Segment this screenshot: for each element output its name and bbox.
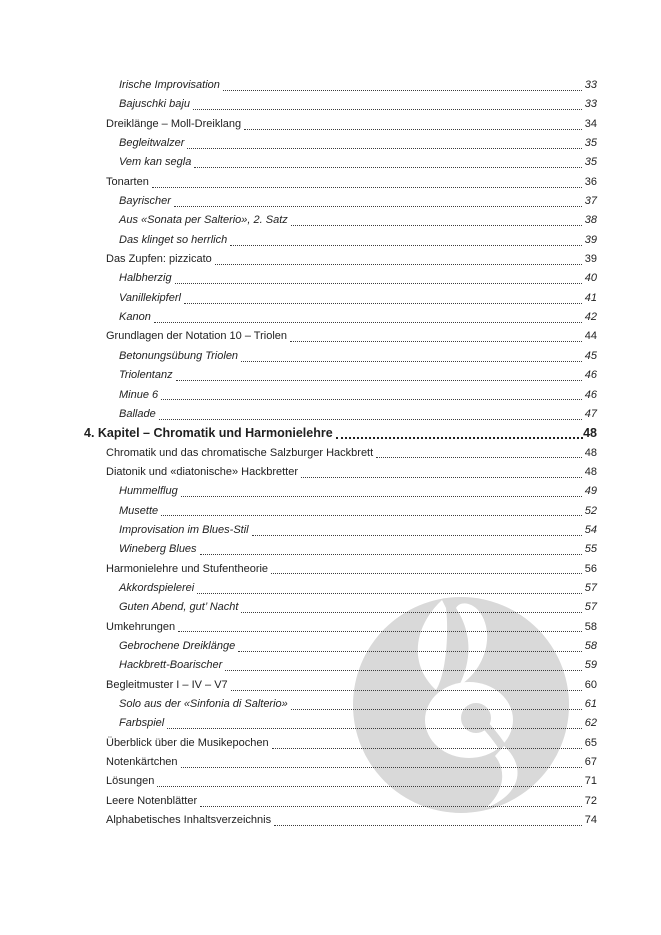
toc-entry[interactable] xyxy=(84,444,597,463)
dot-leader xyxy=(271,573,582,574)
dot-leader xyxy=(184,303,582,304)
toc-entry-page-number: 44 xyxy=(584,330,597,343)
toc-entry[interactable] xyxy=(84,269,597,288)
dot-leader xyxy=(159,419,582,420)
dot-leader xyxy=(241,612,581,613)
toc-entry-page-number: 33 xyxy=(584,98,597,111)
toc-entry-title: Betonungsübung Triolen xyxy=(119,349,239,362)
dot-leader xyxy=(197,593,582,594)
toc-entry-page-number: 56 xyxy=(584,562,597,575)
dot-leader xyxy=(244,129,582,130)
toc-entry-title: Minue 6 xyxy=(119,388,159,401)
toc-entry-title: Harmonielehre und Stufentheorie xyxy=(106,562,269,575)
dot-leader xyxy=(174,206,582,207)
toc-entry-page-number: 37 xyxy=(584,195,597,208)
toc-entry-title: Vanillekipferl xyxy=(119,291,181,304)
toc-entry[interactable] xyxy=(84,211,597,230)
dot-leader xyxy=(291,225,582,226)
dot-leader xyxy=(154,322,582,323)
toc-entry-title: Begleitmuster I – IV – V7 xyxy=(106,678,228,691)
dot-leader xyxy=(161,399,582,400)
toc-entry-page-number: 62 xyxy=(584,717,597,730)
toc-entry-page-number: 46 xyxy=(584,369,597,382)
toc-entry-title: Wineberg Blues xyxy=(119,543,197,556)
toc-entry[interactable] xyxy=(84,115,597,134)
toc-entry[interactable] xyxy=(84,327,597,346)
toc-entry[interactable] xyxy=(84,405,597,424)
toc-entry[interactable] xyxy=(84,308,597,327)
toc-entry[interactable] xyxy=(84,76,597,95)
toc-entry-title: Vem kan segla xyxy=(119,156,192,169)
toc-entry-page-number: 65 xyxy=(584,736,597,749)
dot-leader xyxy=(167,728,582,729)
toc-entry-page-number: 55 xyxy=(584,543,597,556)
toc-entry[interactable] xyxy=(84,366,597,385)
toc-entry[interactable] xyxy=(84,289,597,308)
toc-entry[interactable] xyxy=(84,540,597,559)
dot-leader xyxy=(225,670,581,671)
toc-entry[interactable] xyxy=(84,560,597,579)
dot-leader xyxy=(193,109,582,110)
toc-entry[interactable] xyxy=(84,386,597,405)
toc-entry-title: Das Zupfen: pizzicato xyxy=(106,253,212,266)
toc-entry-page-number: 54 xyxy=(584,523,597,536)
toc-list xyxy=(84,76,597,830)
toc-entry-title: Triolentanz xyxy=(119,369,173,382)
dot-leader xyxy=(231,690,582,691)
toc-entry[interactable] xyxy=(84,772,597,791)
toc-entry-title: Ballade xyxy=(119,407,156,420)
toc-entry[interactable] xyxy=(84,714,597,733)
dot-leader xyxy=(181,496,582,497)
toc-entry-page-number: 52 xyxy=(584,504,597,517)
dot-leader xyxy=(187,148,581,149)
toc-entry-page-number: 71 xyxy=(584,775,597,788)
dot-leader xyxy=(336,437,583,439)
toc-entry-page-number: 59 xyxy=(584,659,597,672)
toc-entry-title: Begleitwalzer xyxy=(119,137,185,150)
toc-entry-page-number: 40 xyxy=(584,272,597,285)
toc-entry[interactable] xyxy=(84,598,597,617)
dot-leader xyxy=(157,786,581,787)
toc-entry[interactable] xyxy=(84,637,597,656)
toc-entry[interactable] xyxy=(84,250,597,269)
toc-entry-title: Bajuschki baju xyxy=(119,98,190,111)
dot-leader xyxy=(161,515,582,516)
dot-leader xyxy=(291,709,582,710)
toc-entry-page-number: 57 xyxy=(584,581,597,594)
toc-entry-page-number: 60 xyxy=(584,678,597,691)
toc-entry-title: Hummelflug xyxy=(119,485,178,498)
toc-entry-page-number: 58 xyxy=(584,620,597,633)
toc-entry-title: Akkordspielerei xyxy=(119,581,195,594)
toc-entry-page-number: 33 xyxy=(584,79,597,91)
dot-leader xyxy=(241,361,582,362)
toc-entry[interactable] xyxy=(84,173,597,192)
toc-entry-title: Das klinget so herrlich xyxy=(119,233,228,246)
toc-entry-page-number: 45 xyxy=(584,349,597,362)
toc-entry[interactable] xyxy=(84,792,597,811)
dot-leader xyxy=(175,283,582,284)
dot-leader xyxy=(215,264,582,265)
toc-entry-title: Farbspiel xyxy=(119,717,165,730)
toc-entry[interactable] xyxy=(84,424,597,443)
toc-entry[interactable] xyxy=(84,521,597,540)
toc-entry[interactable] xyxy=(84,231,597,250)
toc-entry-page-number: 39 xyxy=(584,233,597,246)
dot-leader xyxy=(272,748,582,749)
toc-entry[interactable] xyxy=(84,676,597,695)
toc-entry-page-number: 47 xyxy=(584,407,597,420)
toc-entry-title: Halbherzig xyxy=(119,272,172,285)
dot-leader xyxy=(301,477,582,478)
toc-entry-page-number: 74 xyxy=(584,814,597,827)
toc-entry-title: Improvisation im Blues-Stil xyxy=(119,523,249,536)
toc-entry-title: Musette xyxy=(119,504,159,517)
toc-entry[interactable] xyxy=(84,153,597,172)
toc-entry-page-number: 72 xyxy=(584,794,597,807)
toc-entry[interactable] xyxy=(84,734,597,753)
toc-entry-page-number: 36 xyxy=(584,175,597,188)
toc-entry-page-number: 35 xyxy=(584,137,597,150)
toc-entry-page-number: 48 xyxy=(584,446,597,459)
dot-leader xyxy=(252,535,582,536)
toc-entry-page-number: 49 xyxy=(584,485,597,498)
toc-entry-title: Lösungen xyxy=(106,775,155,788)
toc-entry-page-number: 34 xyxy=(584,117,597,130)
toc-entry[interactable] xyxy=(84,134,597,153)
toc-entry-title: Guten Abend, gut’ Nacht xyxy=(119,601,239,614)
toc-entry-title: Dreiklänge – Moll-Dreiklang xyxy=(106,117,242,130)
dot-leader xyxy=(274,825,582,826)
dot-leader xyxy=(376,457,582,458)
dot-leader xyxy=(152,187,582,188)
toc-entry-page-number: 48 xyxy=(583,426,597,441)
dot-leader xyxy=(290,341,582,342)
toc-entry-page-number: 38 xyxy=(584,214,597,227)
dot-leader xyxy=(178,631,582,632)
dot-leader xyxy=(238,651,582,652)
toc-entry[interactable] xyxy=(84,618,597,637)
toc-entry[interactable] xyxy=(84,482,597,501)
toc-entry[interactable] xyxy=(84,811,597,830)
toc-entry-page-number: 48 xyxy=(584,465,597,478)
toc-entry[interactable] xyxy=(84,753,597,772)
toc-entry-title: Solo aus der «Sinfonia di Salterio» xyxy=(119,698,288,710)
toc-entry[interactable] xyxy=(84,192,597,211)
toc-entry-title: 4. Kapitel – Chromatik und Harmonielehre xyxy=(84,426,333,441)
dot-leader xyxy=(194,167,581,168)
toc-entry[interactable] xyxy=(84,695,597,714)
toc-entry-title: Notenkärtchen xyxy=(106,756,178,769)
dot-leader xyxy=(200,554,582,555)
toc-entry[interactable] xyxy=(84,347,597,366)
toc-entry-page-number: 57 xyxy=(584,601,597,614)
toc-entry[interactable] xyxy=(84,579,597,598)
toc-entry-title: Umkehrungen xyxy=(106,620,176,633)
dot-leader xyxy=(230,245,582,246)
toc-entry-page-number: 58 xyxy=(584,639,597,652)
dot-leader xyxy=(223,90,582,91)
toc-entry-title: Aus «Sonata per Salterio», 2. Satz xyxy=(119,214,288,227)
toc-entry[interactable] xyxy=(84,502,597,521)
toc-entry-page-number: 41 xyxy=(584,291,597,304)
toc-entry-title: Gebrochene Dreiklänge xyxy=(119,639,236,652)
toc-entry-title: Überblick über die Musikepochen xyxy=(106,736,269,749)
toc-entry-title: Irische Improvisation xyxy=(119,79,220,91)
toc-entry[interactable] xyxy=(84,463,597,482)
toc-entry-title: Alphabetisches Inhaltsverzeichnis xyxy=(106,814,272,827)
toc-entry-title: Diatonik und «diatonische» Hackbretter xyxy=(106,465,299,478)
toc-entry[interactable] xyxy=(84,95,597,114)
dot-leader xyxy=(181,767,582,768)
dot-leader xyxy=(176,380,582,381)
toc-entry-title: Chromatik und das chromatische Salzburger Hackbrett xyxy=(106,446,374,459)
toc-entry[interactable] xyxy=(84,656,597,675)
toc-entry-title: Bayrischer xyxy=(119,195,171,208)
toc-entry-title: Hackbrett-Boarischer xyxy=(119,659,223,672)
toc-entry-title: Kanon xyxy=(119,311,151,324)
toc-entry-page-number: 46 xyxy=(584,388,597,401)
toc-entry-page-number: 42 xyxy=(584,311,597,324)
toc-entry-title: Grundlagen der Notation 10 – Triolen xyxy=(106,330,288,343)
toc-entry-page-number: 61 xyxy=(584,698,597,710)
dot-leader xyxy=(200,806,582,807)
toc-entry-page-number: 35 xyxy=(584,156,597,169)
toc-entry-title: Leere Notenblätter xyxy=(106,794,198,807)
toc-entry-page-number: 39 xyxy=(584,253,597,266)
toc-entry-title: Tonarten xyxy=(106,175,149,188)
toc-entry-page-number: 67 xyxy=(584,756,597,769)
